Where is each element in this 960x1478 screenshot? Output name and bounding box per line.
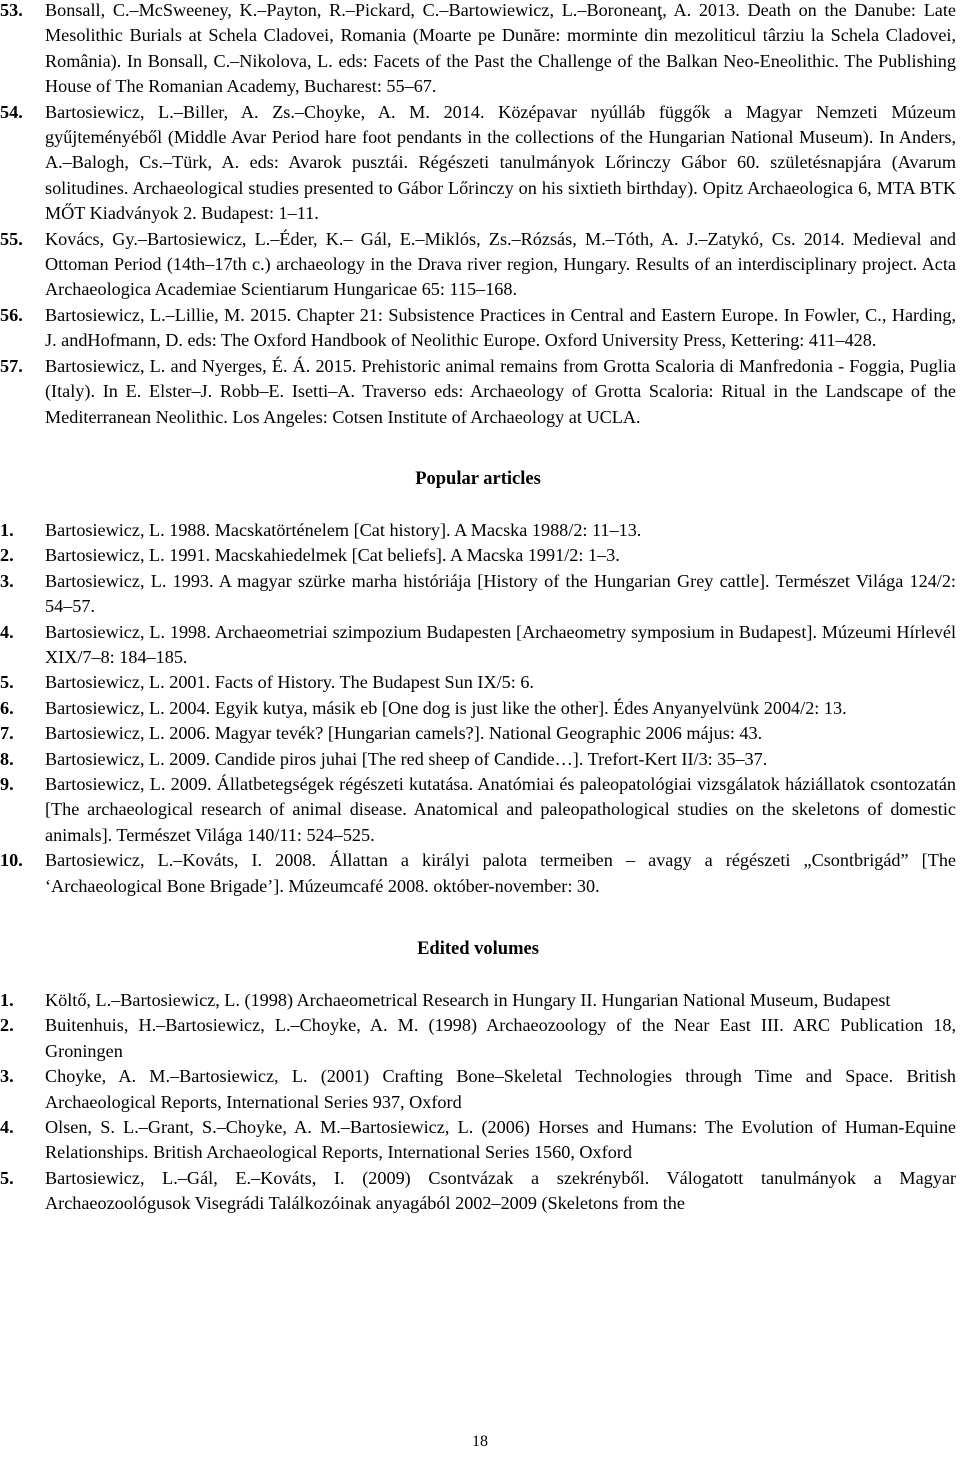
reference-number: 55. xyxy=(0,228,23,249)
reference-text: Bartosiewicz, L.–Lillie, M. 2015. Chapter 21: Subsistence Practices in Central and Eastern Europe. In Fowler, C., Harding, J. andHofmann, D. eds: The Oxford Handbook of Neolithic Europe. Oxford University Press, Kettering: 411–428. xyxy=(45,304,956,351)
entry-number: 3. xyxy=(0,1066,14,1087)
entry-number: 5. xyxy=(0,672,14,693)
popular-article-entry xyxy=(0,772,956,848)
edited-volume-entry xyxy=(0,1166,956,1217)
entry-number: 1. xyxy=(0,990,14,1010)
entry-text: Bartosiewicz, L. 1991. Macskahiedelmek [Cat beliefs]. A Macska 1991/2: 1–3. xyxy=(45,545,620,566)
entry-number: 5. xyxy=(0,1167,14,1188)
popular-articles-list xyxy=(0,518,956,899)
reference-number: 54. xyxy=(0,101,23,122)
entry-text: Bartosiewicz, L.–Kováts, I. 2008. Állattan a királyi palota termeiben – avagy a régészeti „Csontbrigád” [The ‘Archaeological Bone Brigade’]. Múzeumcafé 2008. október-november: 30. xyxy=(45,850,956,896)
edited-volumes-list xyxy=(0,988,956,1217)
edited-volume-entry xyxy=(0,988,956,1013)
entry-text: Olsen, S. L.–Grant, S.–Choyke, A. M.–Bartosiewicz, L. (2006) Horses and Humans: The Evolution of Human-Equine Relationships. British Archaeological Reports, International Series 1560, Oxford xyxy=(45,1117,956,1163)
entry-text: Bartosiewicz, L. 1988. Macskatörténelem [Cat history]. A Macska 1988/2: 11–13. xyxy=(45,519,642,540)
entry-number: 4. xyxy=(0,621,14,642)
entry-number: 4. xyxy=(0,1117,14,1138)
entry-text: Bartosiewicz, L. 1993. A magyar szürke marha históriája [History of the Hungarian Grey cattle]. Természet Világa 124/2: 54–57. xyxy=(45,570,956,617)
page-number: 18 xyxy=(472,1433,488,1450)
entry-number: 2. xyxy=(0,1015,14,1036)
entry-text: Bartosiewicz, L. 2004. Egyik kutya, másik eb [One dog is just like the other]. Édes Anyanyelvünk 2004/2: 13. xyxy=(45,697,847,718)
entry-text: Bartosiewicz, L. 2001. Facts of History. The Budapest Sun IX/5: 6. xyxy=(45,672,534,693)
entry-text: Choyke, A. M.–Bartosiewicz, L. (2001) Crafting Bone–Skeletal Technologies through Time and Space. British Archaeological Reports, International Series 937, Oxford xyxy=(45,1066,956,1112)
section-title-popular-articles: Popular articles xyxy=(415,468,541,489)
popular-article-entry xyxy=(0,747,956,772)
reference-number: 56. xyxy=(0,304,23,325)
entry-text: Bartosiewicz, L.–Gál, E.–Kováts, I. (2009) Csontvázak a szekrényből. Válogatott tanulmányok a Magyar Archaeozoológusok Visegrádi Találkozóinak anyagából 2002–2009 (Skeletons from the xyxy=(45,1167,956,1214)
entry-text: Bartosiewicz, L. 2009. Candide piros juhai [The red sheep of Candide…]. Trefort-Kert II/3: 35–37. xyxy=(45,748,768,769)
entry-number: 8. xyxy=(0,748,14,769)
reference-text: Kovács, Gy.–Bartosiewicz, L.–Éder, K.– Gál, E.–Miklós, Zs.–Rózsás, M.–Tóth, A. J.–Zatykó, Cs. 2014. Medieval and Ottoman Period (14th–17th c.) archaeology in the Drava river region, Hungary. Results of an interdisciplinary project. Acta Archaeologica Academiae Scientiarum Hungaricae 65: 115–168. xyxy=(45,228,956,300)
entry-text: Bartosiewicz, L. 1998. Archaeometriai szimpozium Budapesten [Archaeometry symposium in Budapest]. Múzeumi Hírlevél XIX/7–8: 184–185. xyxy=(45,621,956,667)
popular-article-entry xyxy=(0,848,956,899)
entry-number: 9. xyxy=(0,773,14,794)
edited-volume-entry xyxy=(0,1064,956,1115)
entry-number: 3. xyxy=(0,570,14,591)
reference-text: Bartosiewicz, L.–Biller, A. Zs.–Choyke, A. M. 2014. Középavar nyúlláb függők a Magyar Nemzeti Múzeum gyűjteményéből (Middle Avar Period hare foot pendants in the collections of the Hungarian National Museum). In Anders, A.–Balogh, Cs.–Türk, A. eds: Avarok pusztái. Régészeti tanulmányok Lőrinczy Gábor 60. születésnapjára (Avarum solitudines. Archaeological studies presented to Gábor Lőrinczy on his sixtieth birthday). Opitz Archaeologica 6, MTA BTK MŐT Kiadványok 2. Budapest: 1–11. xyxy=(45,101,956,224)
entry-number: 7. xyxy=(0,723,14,744)
section-title-edited-volumes: Edited volumes xyxy=(417,939,539,959)
popular-article-entry xyxy=(0,543,956,568)
reference-list xyxy=(0,0,956,430)
edited-volume-entry xyxy=(0,1013,956,1064)
reference-number: 57. xyxy=(0,355,23,376)
reference-number: 53. xyxy=(0,0,23,20)
entry-text: Bartosiewicz, L. 2006. Magyar tevék? [Hungarian camels?]. National Geographic 2006 május: 43. xyxy=(45,723,763,744)
entry-text: Bartosiewicz, L. 2009. Állatbetegségek régészeti kutatása. Anatómiai és paleopatológiai vizsgálatok háziállatok csontozatán [The archaeological research of animal disease. Anatomical and paleopathological studies on the skeletons of domestic animals]. Természet Világa 140/11: 524–525. xyxy=(45,773,956,845)
entry-text: Buitenhuis, H.–Bartosiewicz, L.–Choyke, A. M. (1998) Archaeozoology of the Near East III. ARC Publication 18, Groningen xyxy=(45,1015,956,1061)
reference-entry xyxy=(0,100,956,227)
popular-article-entry xyxy=(0,518,956,543)
entry-number: 2. xyxy=(0,545,14,566)
reference-entry xyxy=(0,0,956,100)
reference-entry xyxy=(0,303,956,354)
popular-article-entry xyxy=(0,569,956,620)
entry-text: Költő, L.–Bartosiewicz, L. (1998) Archaeometrical Research in Hungary II. Hungarian National Museum, Budapest xyxy=(45,990,891,1010)
reference-text: Bonsall, C.–McSweeney, K.–Payton, R.–Pickard, C.–Bartowiewicz, L.–Boroneanţ, A. 2013. Death on the Danube: Late Mesolithic Burials at Schela Cladovei, Romania (Moarte pe Dunăre: morminte din mezoliticul târziu la Schela Cladovei, România). In Bonsall, C.–Nikolova, L. eds: Facets of the Past the Challenge of the Balkan Neo-Eneolithic. The Publishing House of The Romanian Academy, Bucharest: 55–67. xyxy=(45,0,956,97)
entry-number: 6. xyxy=(0,697,14,718)
edited-volume-entry xyxy=(0,1115,956,1166)
entry-number: 10. xyxy=(0,850,23,871)
reference-entry xyxy=(0,354,956,430)
popular-article-entry xyxy=(0,696,956,721)
reference-text: Bartosiewicz, L. and Nyerges, É. Á. 2015. Prehistoric animal remains from Grotta Scaloria di Manfredonia - Foggia, Puglia (Italy). In E. Elster–J. Robb–E. Isetti–A. Traverso eds: Archaeology of Grotta Scaloria: Ritual in the Landscape of the Mediterranean Neolithic. Los Angeles: Cotsen Institute of Archaeology at UCLA. xyxy=(45,355,956,427)
popular-article-entry xyxy=(0,620,956,671)
entry-number: 1. xyxy=(0,519,14,540)
popular-article-entry xyxy=(0,721,956,746)
popular-article-entry xyxy=(0,670,956,695)
reference-entry xyxy=(0,227,956,303)
